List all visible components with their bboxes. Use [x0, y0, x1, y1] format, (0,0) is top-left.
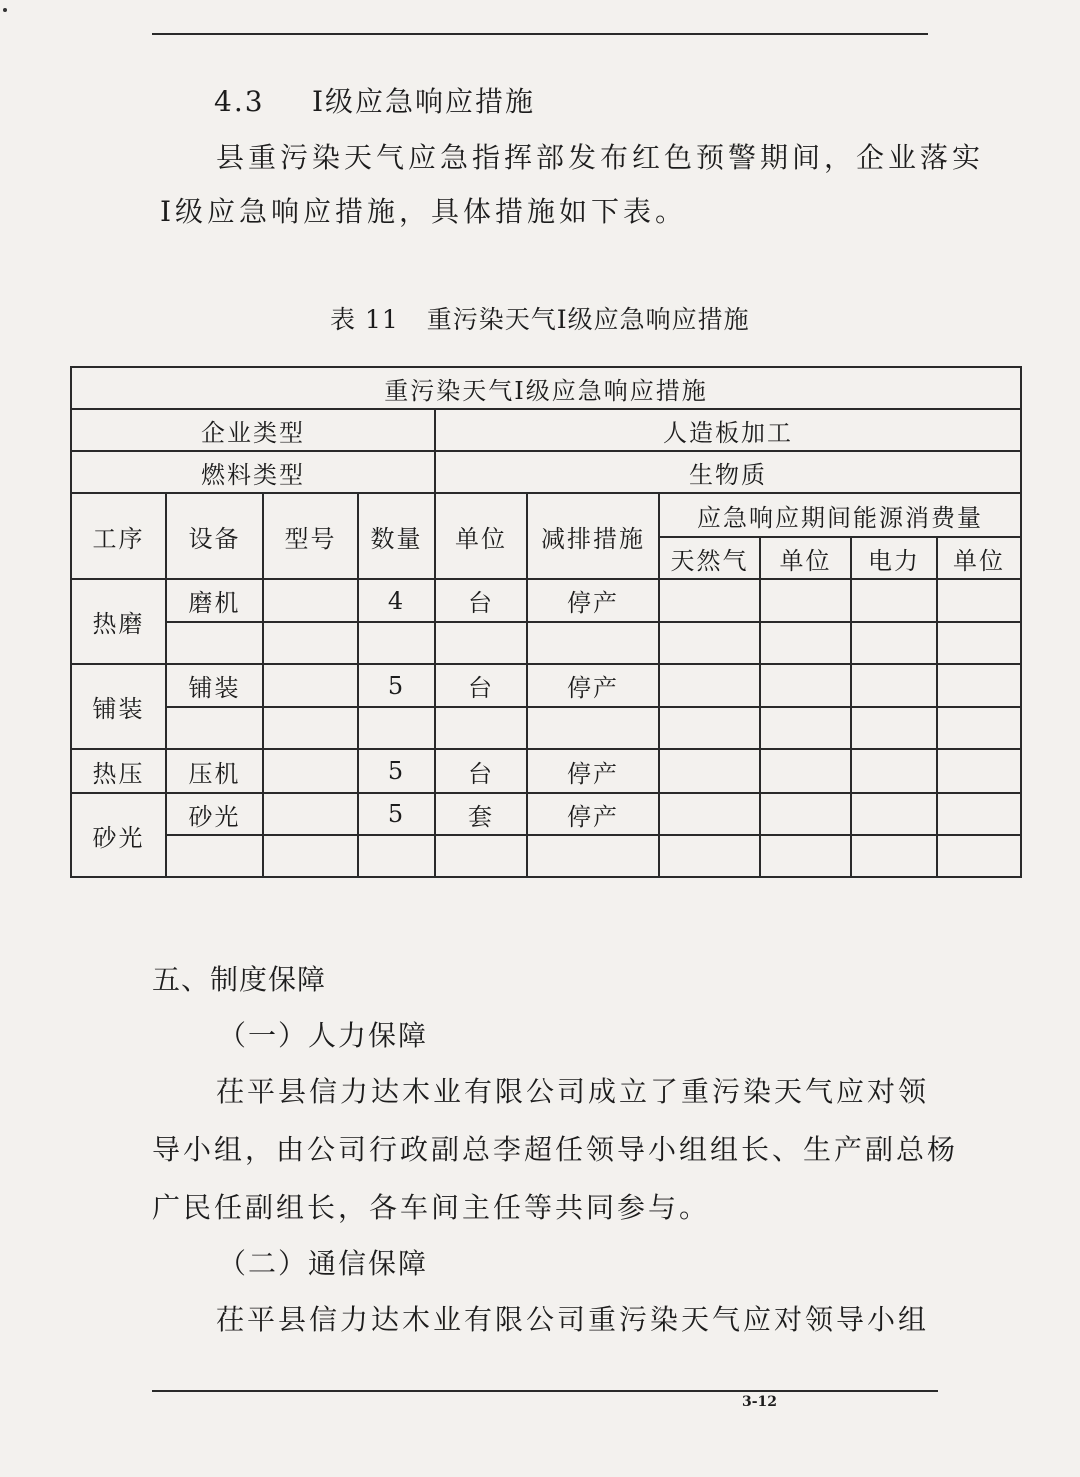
cell-natural-gas: [659, 749, 760, 793]
cell-electricity: [851, 793, 937, 835]
section-5-heading: 五、制度保障: [152, 963, 327, 996]
enterprise-type-value: 人造板加工: [435, 409, 1021, 451]
cell-quantity: 5: [358, 793, 435, 835]
cell-measure: 停产: [527, 793, 659, 835]
cell-empty: [659, 622, 760, 664]
cell-elec-unit: [937, 664, 1021, 707]
cell-empty: [851, 707, 937, 749]
scan-speck: [3, 8, 7, 12]
cell-measure: 停产: [527, 579, 659, 622]
cell-empty: [760, 622, 851, 664]
cell-process: 铺装: [71, 664, 166, 749]
cell-unit: 套: [435, 793, 527, 835]
cell-empty: [358, 835, 435, 877]
cell-empty: [851, 835, 937, 877]
cell-model: [263, 664, 358, 707]
cell-empty: [435, 835, 527, 877]
emergency-measures-table: [70, 366, 1022, 878]
section-4-3-heading: [214, 80, 535, 120]
cell-empty: [527, 707, 659, 749]
table-row: [71, 579, 1021, 622]
cell-empty: [166, 835, 263, 877]
cell-empty: [937, 835, 1021, 877]
cell-measure: 停产: [527, 664, 659, 707]
cell-empty: [659, 707, 760, 749]
cell-equipment: 磨机: [166, 579, 263, 622]
header-model: 型号: [263, 493, 358, 579]
cell-empty: [760, 707, 851, 749]
cell-quantity: 5: [358, 664, 435, 707]
cell-elec-unit: [937, 579, 1021, 622]
cell-model: [263, 793, 358, 835]
subsection-personnel-heading: （一）人力保障: [218, 1019, 429, 1052]
cell-equipment: 压机: [166, 749, 263, 793]
cell-equipment: 砂光: [166, 793, 263, 835]
cell-empty: [435, 707, 527, 749]
cell-unit: 台: [435, 664, 527, 707]
cell-empty: [527, 622, 659, 664]
fuel-type-value: 生物质: [435, 451, 1021, 493]
cell-electricity: [851, 664, 937, 707]
cell-empty: [527, 835, 659, 877]
cell-elec-unit: [937, 749, 1021, 793]
cell-empty: [435, 622, 527, 664]
section-title: Ⅰ级应急响应措施: [312, 85, 536, 118]
cell-electricity: [851, 579, 937, 622]
page-number: 3-12: [742, 1394, 778, 1410]
cell-process: 砂光: [71, 793, 166, 877]
cell-empty: [937, 622, 1021, 664]
cell-electricity: [851, 749, 937, 793]
cell-empty: [937, 707, 1021, 749]
header-electricity: 电力: [851, 537, 937, 579]
cell-empty: [358, 622, 435, 664]
communication-para-line1: 茌平县信力达木业有限公司重污染天气应对领导小组: [216, 1303, 930, 1336]
cell-unit: 台: [435, 579, 527, 622]
table-caption-title: 重污染天气Ⅰ级应急响应措施: [426, 305, 750, 334]
cell-empty: [263, 707, 358, 749]
cell-process: 热压: [71, 749, 166, 793]
cell-gas-unit: [760, 749, 851, 793]
cell-natural-gas: [659, 793, 760, 835]
header-unit: 单位: [435, 493, 527, 579]
cell-elec-unit: [937, 793, 1021, 835]
cell-model: [263, 579, 358, 622]
cell-model: [263, 749, 358, 793]
header-measure: 减排措施: [527, 493, 659, 579]
cell-empty: [166, 622, 263, 664]
cell-unit: 台: [435, 749, 527, 793]
header-energy-group: 应急响应期间能源消费量: [659, 493, 1021, 537]
cell-natural-gas: [659, 579, 760, 622]
section-number: 4.3: [214, 85, 265, 118]
cell-quantity: 5: [358, 749, 435, 793]
table-row-sub: [71, 707, 1021, 749]
cell-gas-unit: [760, 579, 851, 622]
header-natural-gas: 天然气: [659, 537, 760, 579]
personnel-para-line1: 茌平县信力达木业有限公司成立了重污染天气应对领: [216, 1075, 930, 1108]
cell-equipment: 铺装: [166, 664, 263, 707]
cell-empty: [851, 622, 937, 664]
table-caption-number: 表 11: [330, 305, 399, 334]
table-row: [71, 749, 1021, 793]
cell-measure: 停产: [527, 749, 659, 793]
cell-empty: [760, 835, 851, 877]
section-4-3-para-line2: Ⅰ级应急响应措施，具体措施如下表。: [160, 195, 688, 228]
header-elec-unit: 单位: [937, 537, 1021, 579]
cell-process: 热磨: [71, 579, 166, 664]
personnel-para-line3: 广民任副组长，各车间主任等共同参与。: [152, 1191, 711, 1224]
personnel-para-line2: 导小组，由公司行政副总李超任领导小组组长、生产副总杨: [152, 1133, 959, 1166]
header-equipment: 设备: [166, 493, 263, 579]
fuel-type-label: 燃料类型: [71, 451, 435, 493]
enterprise-type-label: 企业类型: [71, 409, 435, 451]
table-row: [71, 664, 1021, 707]
header-process: 工序: [71, 493, 166, 579]
cell-gas-unit: [760, 793, 851, 835]
footer-rule: [152, 1390, 938, 1392]
cell-empty: [263, 622, 358, 664]
cell-empty: [659, 835, 760, 877]
table-caption: [330, 300, 750, 336]
cell-empty: [358, 707, 435, 749]
cell-natural-gas: [659, 664, 760, 707]
header-quantity: 数量: [358, 493, 435, 579]
section-4-3-para-line1: 县重污染天气应急指挥部发布红色预警期间，企业落实: [216, 141, 985, 174]
header-rule: [152, 33, 928, 35]
cell-empty: [263, 835, 358, 877]
cell-quantity: 4: [358, 579, 435, 622]
table-row: [71, 793, 1021, 835]
subsection-communication-heading: （二）通信保障: [218, 1247, 429, 1280]
cell-empty: [166, 707, 263, 749]
cell-gas-unit: [760, 664, 851, 707]
header-gas-unit: 单位: [760, 537, 851, 579]
table-title: 重污染天气Ⅰ级应急响应措施: [71, 367, 1021, 409]
table-row-sub: [71, 835, 1021, 877]
table-row-sub: [71, 622, 1021, 664]
